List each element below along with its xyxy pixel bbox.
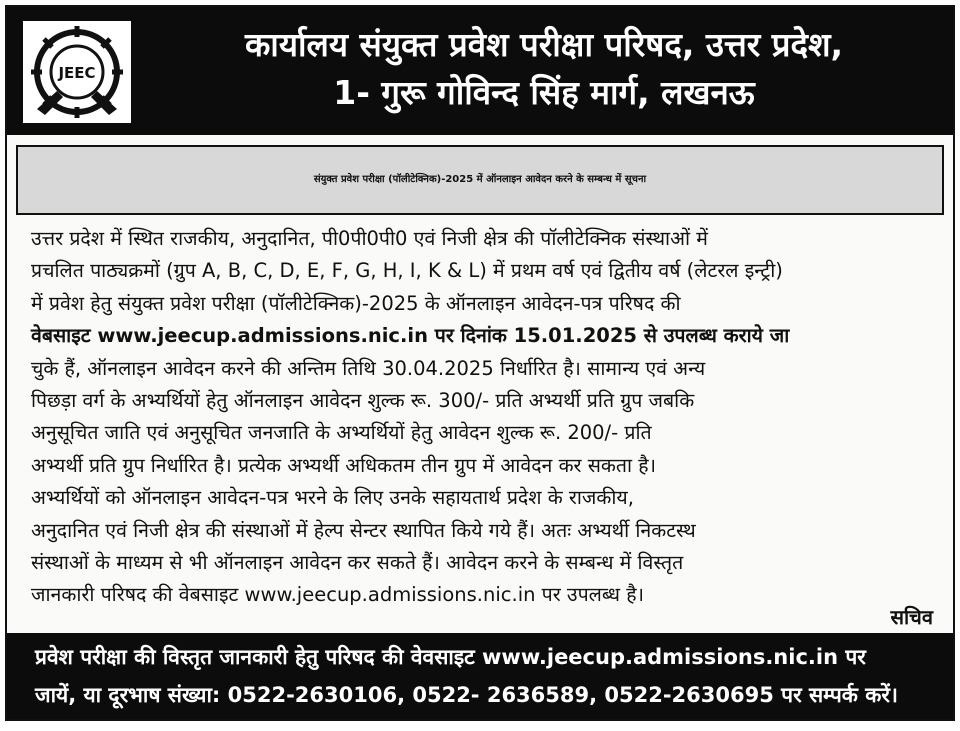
body-line: अनुसूचित जाति एवं अनुसूचित जनजाति के अभ्यर्थियों हेतु आवेदन शुल्क रू. 200/- प्रति: [31, 421, 652, 445]
body-line: चुके हैं, ऑनलाइन आवेदन करने की अन्तिम तिथि 30.04.2025 निर्धारित है। सामान्य एवं अन्य: [31, 356, 706, 380]
notice-page: [5, 5, 955, 721]
body-line: अभ्यर्थियों को ऑनलाइन आवेदन-पत्र भरने के लिए उनके सहायतार्थ प्रदेश के राजकीय,: [31, 486, 634, 510]
signature-secretary: सचिव: [890, 605, 933, 629]
jeec-logo: [23, 21, 131, 123]
logo-lettering: JEEC: [58, 64, 96, 82]
body-line: अभ्यर्थी प्रति ग्रुप निर्धारित है। प्रत्येक अभ्यर्थी अधिकतम तीन ग्रुप में आवेदन कर सकता है।: [31, 453, 656, 477]
body-line: अनुदानित एवं निजी क्षेत्र की संस्थाओं में हेल्प सेन्टर स्थापित किये गये हैं। अतः अभ्यर्थी निकटस्थ: [31, 518, 696, 542]
body-line: पिछड़ा वर्ग के अभ्यर्थियों हेतु ऑनलाइन आवेदन शुल्क रू. 300/- प्रति अभ्यर्थी प्रति ग्रुप जबकि: [31, 389, 695, 413]
office-title: [145, 21, 943, 117]
footer-line-1: प्रवेश परीक्षा की विस्तृत जानकारी हेतु परिषद की वेवसाइट www.jeecup.admissions.nic.in पर: [35, 645, 866, 669]
office-header: [7, 7, 953, 135]
body-line: जानकारी परिषद की वेबसाइट www.jeecup.admissions.nic.in पर उपलब्ध है।: [31, 583, 644, 607]
body-line: उत्तर प्रदेश में स्थित राजकीय, अनुदानित, पी0पी0पी0 एवं निजी क्षेत्र की पॉलीटेक्निक संस्थाओं में: [31, 227, 708, 250]
body-line: वेबसाइट www.jeecup.admissions.nic.in पर दिनांक 15.01.2025 से उपलब्ध कराये जा: [31, 324, 790, 348]
footer-line-2: जायें, या दूरभाष संख्या: 0522-2630106, 0522- 2636589, 0522-2630695 पर सम्पर्क करें।: [35, 683, 898, 707]
notice-body: [31, 223, 935, 612]
contact-footer: [7, 633, 953, 719]
body-line: में प्रवेश हेतु संयुक्त प्रवेश परीक्षा (पॉलीटेक्निक)-2025 के ऑनलाइन आवेदन-पत्र परिषद की: [31, 291, 681, 315]
body-line: संस्थाओं के माध्यम से भी ऑनलाइन आवेदन कर सकते हैं। आवेदन करने के सम्बन्ध में विस्तृत: [31, 551, 684, 575]
notice-title: संयुक्त प्रवेश परीक्षा (पॉलीटेक्निक)-2025 में ऑनलाइन आवेदन करने के सम्बन्ध में सूचना: [16, 145, 944, 215]
office-title-line-1: कार्यालय संयुक्त प्रवेश परीक्षा परिषद, उत्तर प्रदेश,: [244, 25, 844, 64]
body-line: प्रचलित पाठ्यक्रमों (ग्रुप A, B, C, D, E, F, G, H, I, K & L) में प्रथम वर्ष एवं द्वितीय वर्ष (लेटरल इन्ट्री): [31, 259, 783, 283]
office-address-line: 1- गुरू गोविन्द सिंह मार्ग, लखनऊ: [333, 73, 755, 112]
